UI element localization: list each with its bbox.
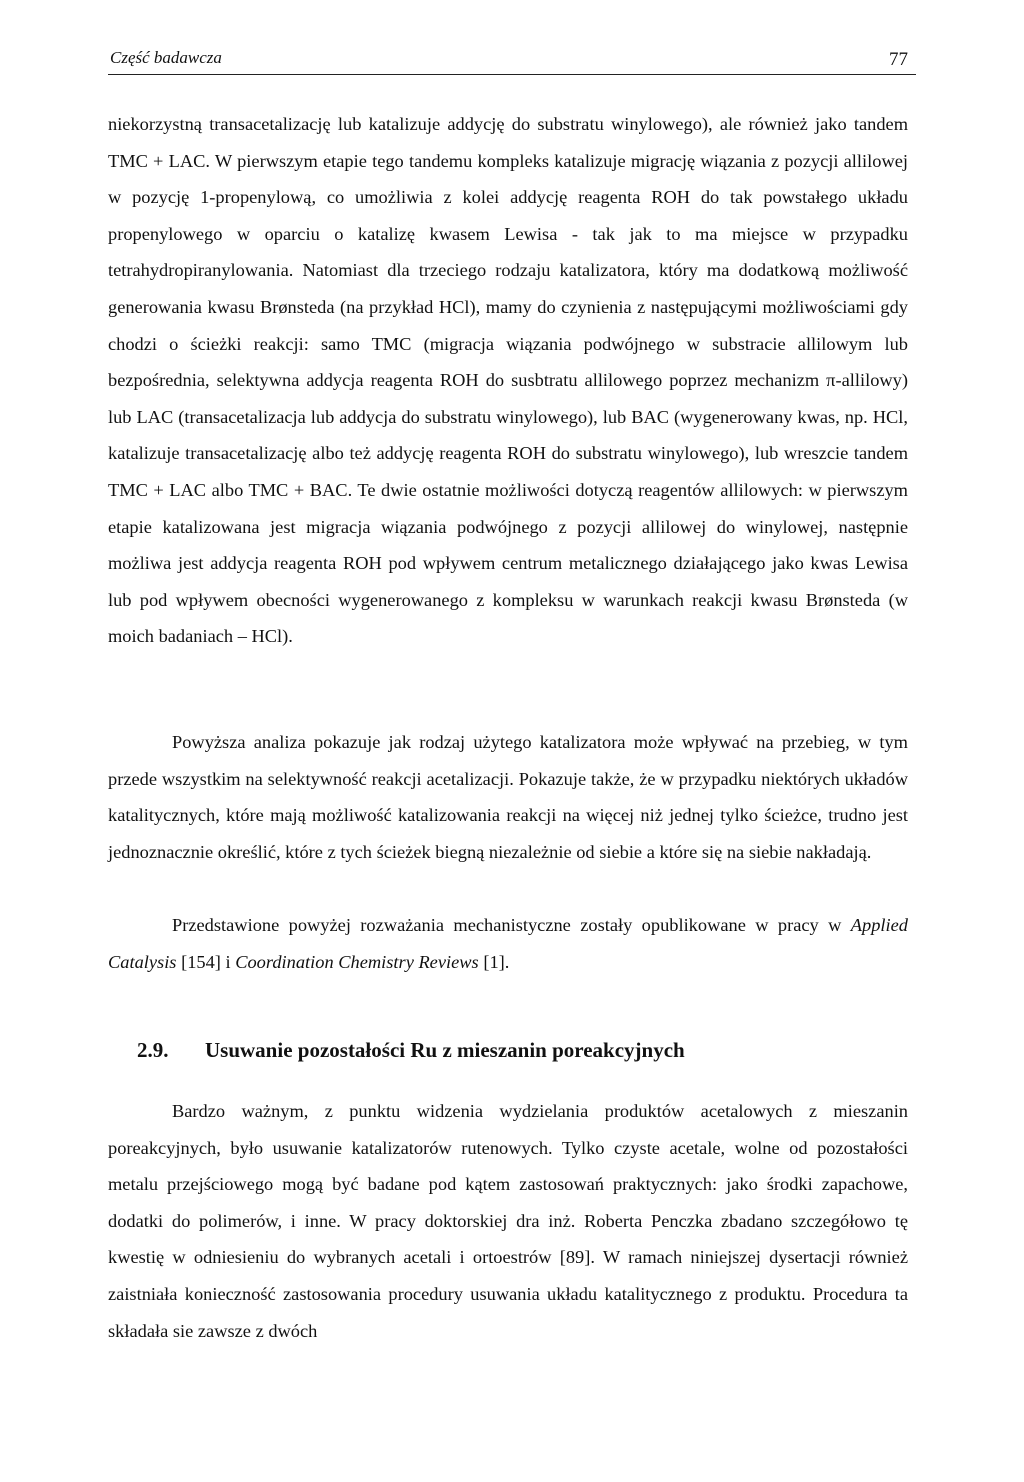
publication-text-3: [1]. [478,951,510,972]
publication-text-2: [154] i [176,951,236,972]
page-header [108,48,916,75]
page-number: 77 [889,49,908,70]
publication-text-1: Przedstawione powyżej rozważania mechanistyczne zostały opublikowane w pracy w [172,915,851,935]
paragraph-ru-removal: Bardzo ważnym, z punktu widzenia wydzielania produktów acetalowych z mieszanin poreakcyjnych, było usuwanie katalizatorów rutenowych. Tylko czyste acetale, wolne od pozostałości metalu przejściowego mogą być badane pod kątem zastosowań praktycznych: jako środki zapachowe, dodatki do polimerów, i inne. W pracy doktorskiej dra inż. Roberta Penczka zbadano szczegółowo tę kwestię w odniesieniu do wybranych acetali i ortoestrów [89]. W ramach niniejszej dysertacji również zaistniała konieczność zastosowania procedury usuwania układu katalitycznego z produktu. Procedura ta składała sie zawsze z dwóch [108,1101,908,1341]
section-heading [137,1038,685,1063]
paragraph-catalysis-pathways: niekorzystną transacetalizację lub katalizuje addycję do substratu winylowego), ale również jako tandem TMC + LAC. W pierwszym etapie tego tandemu kompleks katalizuje migrację wiązania z pozycji allilowej w pozycję 1-propenylową, co umożliwia z kolei addycję reagenta ROH do tak powstałego układu propenylowego w oparciu o katalizę kwasem Lewisa - tak jak to ma miejsce w przypadku tetrahydropiranylowania. Natomiast dla trzeciego rodzaju katalizatora, który ma dodatkową możliwość generowania kwasu Brønsteda (na przykład HCl), mamy do czynienia z następującymi możliwościami gdy chodzi o ścieżki reakcji: samo TMC (migracja wiązania podwójnego w substracie allilowym lub bezpośrednia, selektywna addycja reagenta ROH do susbtratu allilowego poprzez mechanizm π-allilowy) lub LAC (transacetalizacja lub addycja do substratu winylowego), lub BAC (wygenerowany kwas, np. HCl, katalizuje transacetalizację albo też addycję reagenta ROH do substratu winylowego), lub wreszcie tandem TMC + LAC albo TMC + BAC. Te dwie ostatnie możliwości dotyczą reagentów allilowych: w pierwszym etapie katalizowana jest migracja wiązania podwójnego z pozycji allilowej do winylowej, następnie możliwa jest addycja reagenta ROH pod wpływem centrum metalicznego działającego jako kwas Lewisa lub pod wpływem obecności wygenerowanego z kompleksu w warunkach reakcji kwasu Brønsteda (w moich badaniach – HCl). [108,114,908,647]
journal-title-coord-chem-rev: Coordination Chemistry Reviews [235,951,479,972]
paragraph-publication-note [108,907,908,980]
section-number: 2.9. [137,1038,169,1062]
journal-title-applied-catalysis: Applied Catalysis [108,915,908,972]
running-title: Część badawcza [110,48,222,67]
section-title: Usuwanie pozostałości Ru z mieszanin poreakcyjnych [205,1038,685,1062]
paragraph-analysis-summary: Powyższa analiza pokazuje jak rodzaj użytego katalizatora może wpływać na przebieg, w tym przede wszystkim na selektywność reakcji acetalizacji. Pokazuje także, że w przypadku niektórych układów katalitycznych, które mają możliwość katalizowania reakcji na więcej niż jednej tylko ścieżce, trudno jest jednoznacznie określić, które z tych ścieżek biegną niezależnie od siebie a które się na siebie nakładają. [108,732,908,862]
